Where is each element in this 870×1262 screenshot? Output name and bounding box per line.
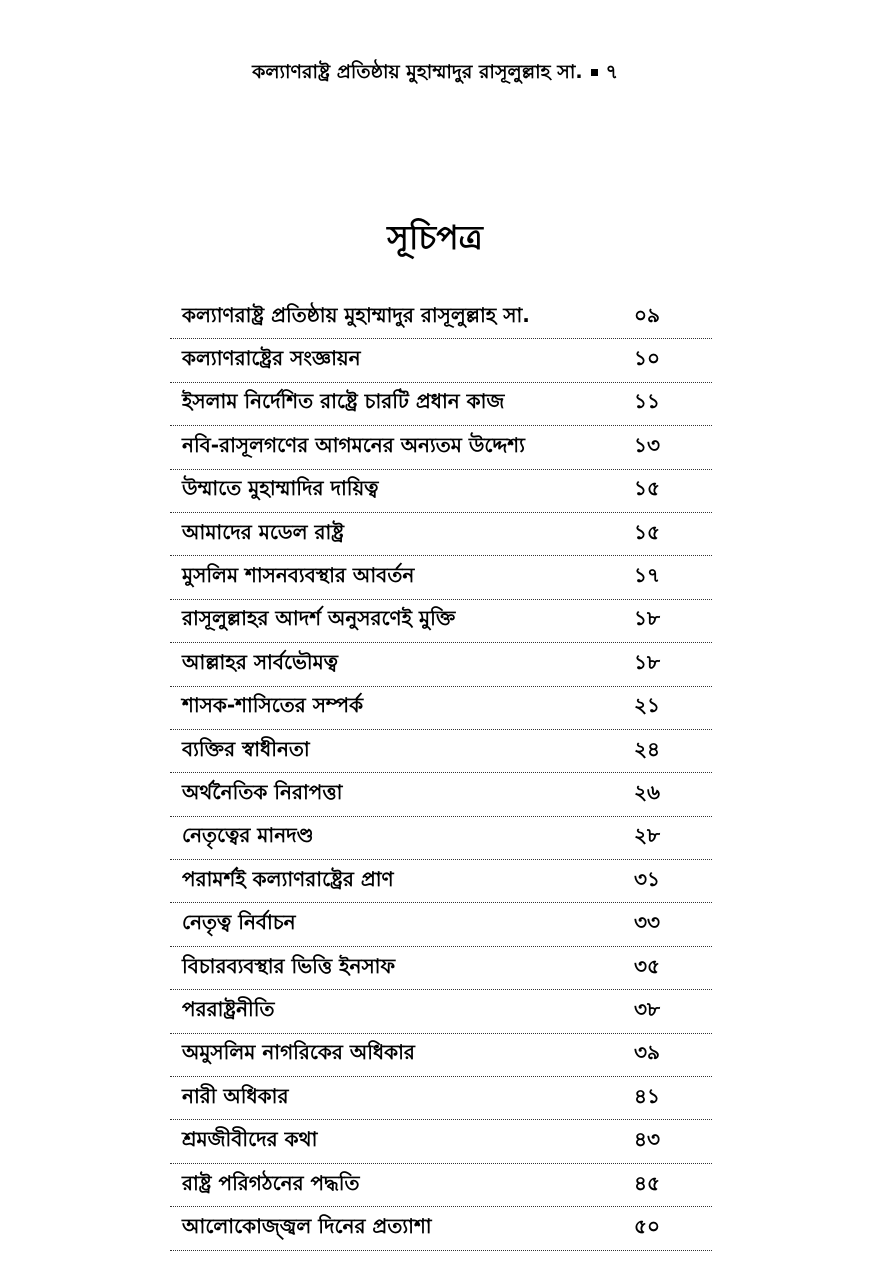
toc-row[interactable] (170, 947, 712, 990)
toc-entry-page: ১৮ (634, 606, 660, 631)
toc-entry-title: কল্যাণরাষ্ট্রের সংজ্ঞায়ন (182, 346, 361, 371)
toc-row[interactable] (170, 903, 712, 946)
toc-entry-title: মুসলিম শাসনব্যবস্থার আবর্তন (182, 563, 415, 588)
toc-entry-title: কল্যাণরাষ্ট্র প্রতিষ্ঠায় মুহাম্মাদুর রাসূলুল্লাহ সা. (182, 302, 530, 327)
toc-entry-title: আলোকোজ্জ্বল দিনের প্রত্যাশা (182, 1213, 432, 1238)
separator-square-icon (591, 69, 598, 76)
toc-entry-page: ১৩ (634, 432, 660, 457)
toc-row[interactable] (170, 513, 712, 556)
toc-entry-page: ২১ (634, 693, 660, 718)
running-header (0, 58, 870, 90)
toc-row[interactable] (170, 383, 712, 426)
toc-row[interactable] (170, 817, 712, 860)
toc-entry-title: ব্যক্তির স্বাধীনতা (182, 736, 310, 761)
toc-entry-page: ১৫ (634, 476, 660, 501)
toc-entry-page: ৩৫ (634, 953, 660, 978)
toc-entry-title: শাসক-শাসিতের সম্পর্ক (182, 693, 364, 718)
toc-row[interactable] (170, 556, 712, 599)
toc-row[interactable] (170, 1077, 712, 1120)
toc-row[interactable] (170, 296, 712, 339)
toc-row[interactable] (170, 339, 712, 382)
page-number: ৭ (605, 61, 618, 83)
toc-entry-page: ৩১ (634, 866, 660, 891)
toc-entry-title: পরামর্শই কল্যাণরাষ্ট্রের প্রাণ (182, 866, 394, 891)
toc-entry-page: ৩৩ (634, 910, 661, 935)
toc-row[interactable] (170, 730, 712, 773)
toc-entry-page: ০৯ (634, 302, 660, 327)
toc-entry-title: নবি-রাসূলগণের আগমনের অন্যতম উদ্দেশ্য (182, 432, 525, 457)
toc-entry-title: রাষ্ট্র পরিগঠনের পদ্ধতি (182, 1170, 360, 1195)
toc-row[interactable] (170, 470, 712, 513)
toc-entry-page: ১১ (634, 389, 660, 414)
toc-row[interactable] (170, 643, 712, 686)
toc-row[interactable] (170, 1120, 712, 1163)
toc-entry-title: নেতৃত্ব নির্বাচন (182, 910, 296, 935)
toc-entry-title: অর্থনৈতিক নিরাপত্তা (182, 779, 343, 804)
toc-entry-page: ৩৯ (634, 1040, 660, 1065)
toc-entry-title: আমাদের মডেল রাষ্ট্র (182, 519, 345, 544)
toc-entry-title: অমুসলিম নাগরিকের অধিকার (182, 1040, 415, 1065)
toc-entry-title: নেতৃত্বের মানদণ্ড (182, 823, 314, 848)
toc-entry-page: ৩৮ (634, 996, 660, 1021)
toc-row[interactable] (170, 773, 712, 816)
toc-row[interactable] (170, 990, 712, 1033)
toc-entry-page: ২৪ (634, 736, 660, 761)
toc-entry-title: আল্লাহর সার্বভৌমত্ব (182, 649, 338, 674)
toc-entry-page: ২৮ (634, 823, 660, 848)
toc-row[interactable] (170, 860, 712, 903)
toc-entry-title: উম্মাতে মুহাম্মাদির দায়িত্ব (182, 476, 379, 501)
table-of-contents (170, 296, 712, 1251)
toc-entry-page: ১৭ (634, 563, 660, 588)
toc-row[interactable] (170, 687, 712, 730)
toc-entry-page: ৪১ (634, 1083, 660, 1108)
toc-entry-page: ১৮ (634, 649, 660, 674)
toc-entry-title: ইসলাম নির্দেশিত রাষ্ট্রে চারটি প্রধান কাজ (182, 389, 505, 414)
toc-row[interactable] (170, 1164, 712, 1207)
toc-entry-title: নারী অধিকার (182, 1083, 289, 1108)
toc-entry-page: ২৬ (634, 779, 661, 804)
toc-entry-page: ৪৫ (634, 1170, 660, 1195)
toc-row[interactable] (170, 600, 712, 643)
toc-row[interactable] (170, 426, 712, 469)
running-title: কল্যাণরাষ্ট্র প্রতিষ্ঠায় মুহাম্মাদুর রাসূলুল্লাহ সা. (252, 61, 583, 83)
toc-row[interactable] (170, 1207, 712, 1250)
toc-entry-page: ৪৩ (634, 1127, 660, 1152)
page-title: সূচিপত্র (387, 218, 483, 257)
toc-entry-title: শ্রমজীবীদের কথা (182, 1127, 318, 1152)
toc-entry-page: ১৫ (634, 519, 660, 544)
toc-entry-title: পররাষ্ট্রনীতি (182, 996, 275, 1021)
toc-entry-page: ৫০ (634, 1213, 660, 1238)
toc-row[interactable] (170, 1034, 712, 1077)
toc-entry-page: ১০ (634, 346, 660, 371)
toc-entry-title: বিচারব্যবস্থার ভিত্তি ইনসাফ (182, 953, 396, 978)
toc-entry-title: রাসূলুল্লাহর আদর্শ অনুসরণেই মুক্তি (182, 606, 456, 631)
